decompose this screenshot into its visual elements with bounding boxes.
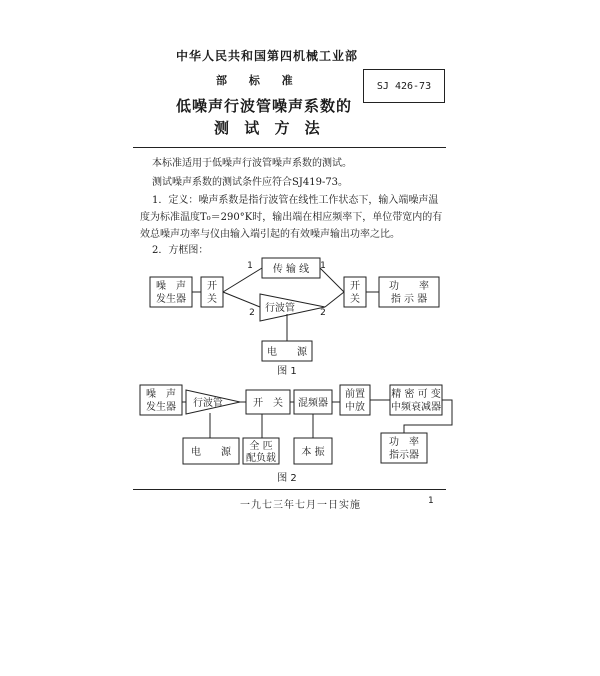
fig2-preamp-line2: 中放 <box>345 402 365 413</box>
fig2-preamp-line1: 前置 <box>345 389 365 400</box>
fig2-matched-load-line1: 全 匹 <box>249 441 273 452</box>
fig2-caption: 图 2 <box>277 473 297 484</box>
effective-date: 一九七三年七月一日实施 <box>240 500 361 511</box>
fig2-matched-load-line2: 配负载 <box>246 453 276 464</box>
footer-divider <box>133 489 446 490</box>
fig2-attenuator-line2: 中频衰减器 <box>391 402 441 413</box>
fig1-switch-in-line2: 关 <box>207 294 217 305</box>
fig1-switch-out-line1: 开 <box>350 281 360 292</box>
fig1-switch-in-line1: 开 <box>207 281 217 292</box>
fig1-twt-label: 行波管 <box>265 303 295 314</box>
fig1-noise-gen-line1: 噪 声 <box>156 281 186 292</box>
fig2-power-meter-line2: 指示器 <box>389 450 419 461</box>
standard-type: 部 标 准 <box>216 74 293 87</box>
fig1-caption: 图 1 <box>277 366 297 377</box>
fig1-switch-out-line2: 关 <box>350 294 360 305</box>
fig1-power-supply-label: 电 源 <box>267 347 307 358</box>
fig2-power-supply-label: 电 源 <box>191 447 231 458</box>
fig2-mixer-label: 混频器 <box>298 398 328 409</box>
paragraph-block-diagram: 2．方框图： <box>152 245 209 256</box>
fig1-port2-right: 2 <box>320 308 326 318</box>
ministry-name: 中华人民共和国第四机械工业部 <box>176 49 359 63</box>
fig1-port1-right: 1 <box>320 261 326 271</box>
fig2-local-osc-label: 本 振 <box>301 447 325 458</box>
fig1-transmission-line-label: 传 输 线 <box>272 264 310 275</box>
fig2-switch-label: 开 关 <box>253 398 283 409</box>
fig2-noise-gen-line2: 发生器 <box>146 402 176 413</box>
paragraph-conditions: 测试噪声系数的测试条件应符合SJ419-73。 <box>152 177 349 188</box>
fig1-power-meter-line2: 指 示 器 <box>390 294 428 305</box>
fig2-noise-gen-line1: 噪 声 <box>146 389 176 400</box>
document-title-line2: 测 试 方 法 <box>214 119 325 137</box>
fig1-port1-left: 1 <box>247 261 253 271</box>
fig1-port2-left: 2 <box>249 308 255 318</box>
definition-line-1: 1．定义：噪声系数是指行波管在线性工作状态下，输入端噪声温 <box>152 195 439 206</box>
fig2-power-meter-line1: 功 率 <box>389 437 419 448</box>
document-title-line1: 低噪声行波管噪声系数的 <box>176 97 353 115</box>
fig1-noise-gen-line2: 发生器 <box>156 294 186 305</box>
paragraph-scope: 本标准适用于低噪声行波管噪声系数的测试。 <box>152 158 352 169</box>
page-number: 1 <box>428 496 434 506</box>
definition-line-2: 度为标准温度T₀＝290°K时，输出端在相应频率下，单位带宽内的有 <box>140 212 443 223</box>
definition-line-3: 效总噪声功率与仪由输入端引起的有效噪声输出功率之比。 <box>140 229 400 240</box>
standard-number: SJ 426-73 <box>376 80 432 92</box>
fig2-attenuator-line1: 精 密 可 变 <box>391 389 441 400</box>
fig2-twt-label: 行波管 <box>193 398 223 409</box>
fig1-power-meter-line1: 功 率 <box>389 281 429 292</box>
